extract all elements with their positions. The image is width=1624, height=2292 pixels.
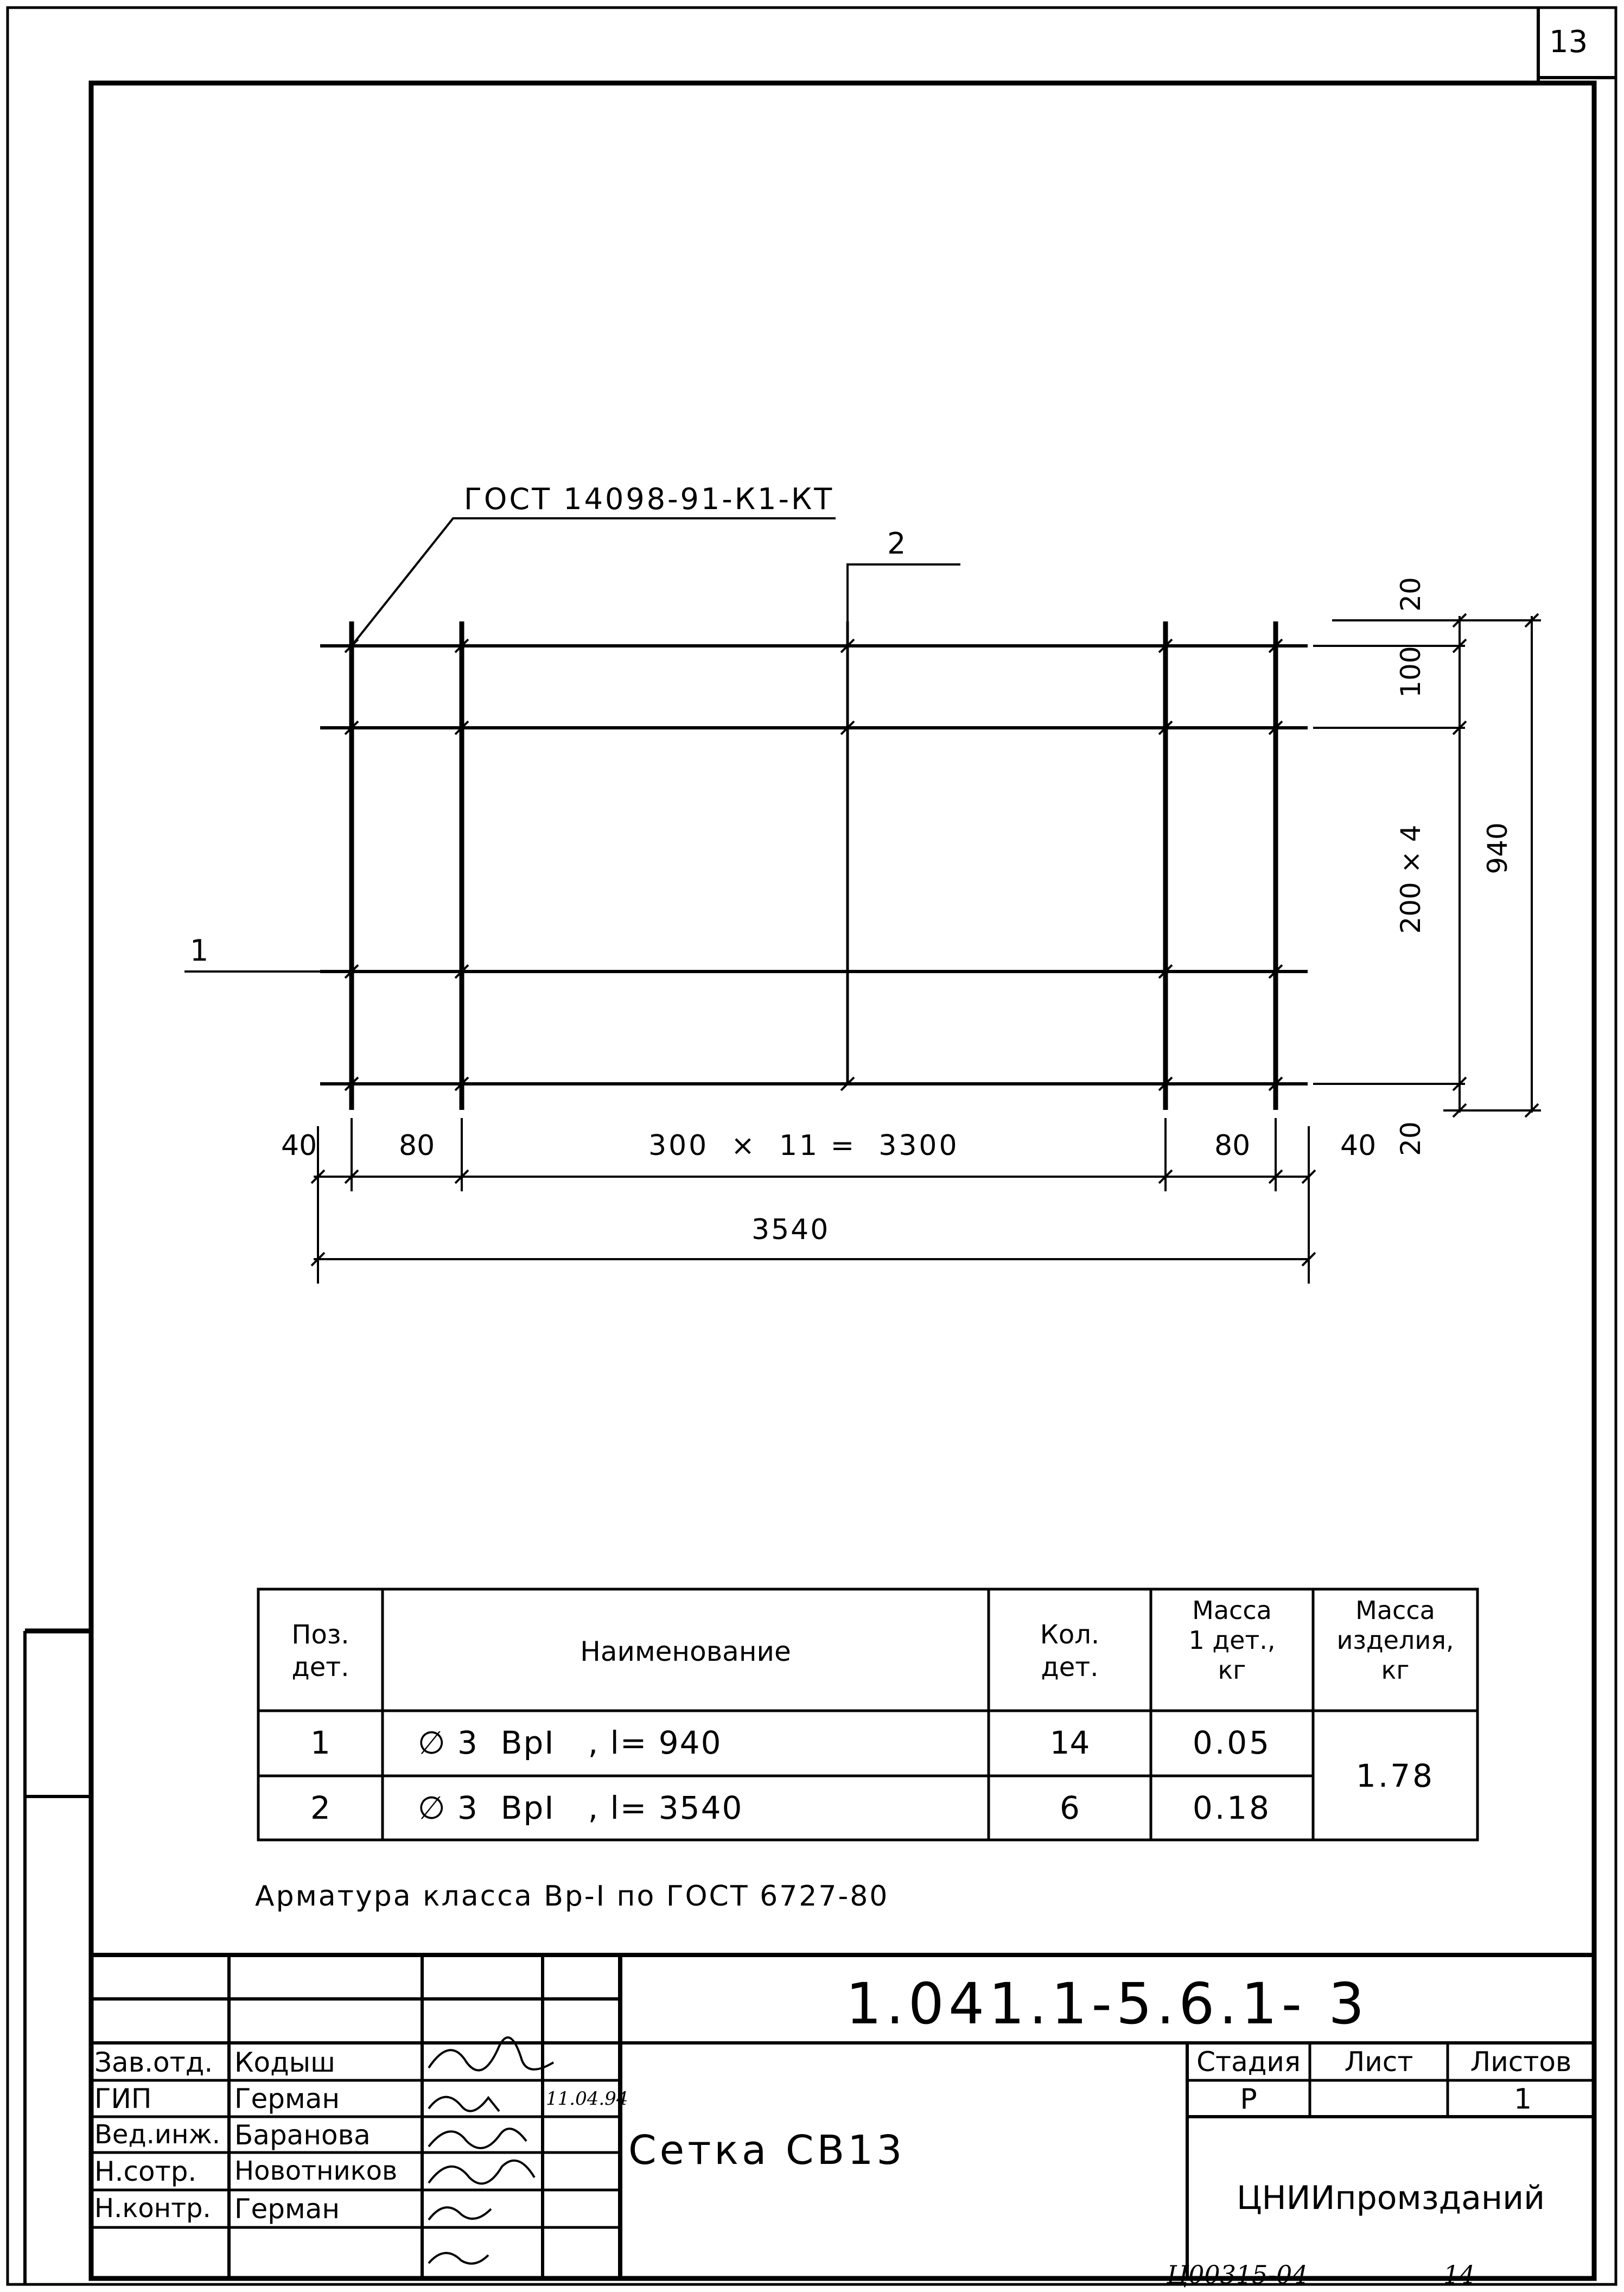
cell-row2-pos: 2	[310, 1789, 330, 1826]
role-4: Н.сотр.	[94, 2156, 197, 2187]
dim-right-80: 80	[1214, 1129, 1251, 1162]
role-2: ГИП	[94, 2083, 152, 2115]
gost-leader-label: ГОСТ 14098-91-К1-КТ	[464, 482, 835, 516]
cell-row2-qty: 6	[1060, 1789, 1080, 1826]
dim-middle: 300 × 11 = 3300	[648, 1129, 959, 1162]
sheet-label: Лист	[1344, 2046, 1413, 2078]
cell-total-mass: 1.78	[1355, 1757, 1435, 1794]
dim-total-width: 3540	[752, 1214, 830, 1246]
dim-100: 100	[1395, 646, 1426, 698]
approval-date: 11.04.94	[546, 2088, 628, 2110]
dim-200x4: 200 × 4	[1395, 824, 1426, 934]
product-name: Сетка СВ13	[628, 2127, 906, 2174]
name-1: Кодыш	[234, 2047, 335, 2078]
mesh-drawing	[184, 518, 1541, 1284]
th-mass-one: Масса 1 дет., кг	[1188, 1596, 1276, 1685]
inner-frame	[91, 83, 1594, 2278]
drawing-designation: 1.041.1-5.6.1- 3	[845, 1971, 1369, 2037]
role-3: Вед.инж.	[94, 2119, 220, 2150]
cell-row1-name: ∅ 3 ВрI , l= 940	[418, 1724, 722, 1761]
reinforcement-note: Арматура класса Вр-I по ГОСТ 6727-80	[255, 1880, 889, 1913]
page-number: 13	[1549, 24, 1588, 60]
cell-row1-mass: 0.05	[1192, 1724, 1272, 1761]
th-mass-total: Масса изделия, кг	[1336, 1596, 1454, 1685]
role-1: Зав.отд.	[94, 2047, 213, 2078]
sheets-value: 1	[1514, 2083, 1532, 2116]
dim-bottom-20: 20	[1395, 1121, 1426, 1156]
th-pos: Поз. дет.	[291, 1620, 349, 1683]
dim-right-40: 40	[1340, 1129, 1377, 1162]
dim-left-80: 80	[399, 1129, 435, 1162]
th-name: Наименование	[580, 1636, 791, 1667]
stage-value: Р	[1240, 2083, 1257, 2116]
position-label-1: 1	[190, 934, 209, 968]
cell-row2-mass: 0.18	[1192, 1789, 1272, 1826]
cell-row1-pos: 1	[310, 1724, 330, 1761]
th-qty: Кол. дет.	[1040, 1620, 1100, 1683]
signatures	[429, 2037, 553, 2264]
leader-pos-2	[848, 564, 960, 646]
name-2: Герман	[234, 2083, 340, 2115]
sheets-label: Листов	[1470, 2046, 1572, 2078]
cell-row1-qty: 14	[1049, 1724, 1090, 1761]
organization-name: ЦНИИпромзданий	[1236, 2179, 1545, 2217]
role-5: Н.контр.	[94, 2193, 211, 2224]
dim-top-20: 20	[1395, 577, 1426, 612]
name-3: Баранова	[234, 2119, 371, 2151]
footer-page: 14	[1443, 2260, 1475, 2289]
dim-left-40: 40	[281, 1129, 317, 1162]
name-4: Новотников	[234, 2156, 398, 2186]
cell-row2-name: ∅ 3 ВрI , l= 3540	[418, 1789, 743, 1826]
position-label-2: 2	[887, 526, 906, 561]
footer-code: Ц00315-04	[1167, 2260, 1308, 2289]
dim-940: 940	[1482, 822, 1513, 874]
stage-label: Стадия	[1196, 2046, 1301, 2078]
leader-gost	[352, 518, 836, 646]
name-5: Герман	[234, 2193, 340, 2225]
